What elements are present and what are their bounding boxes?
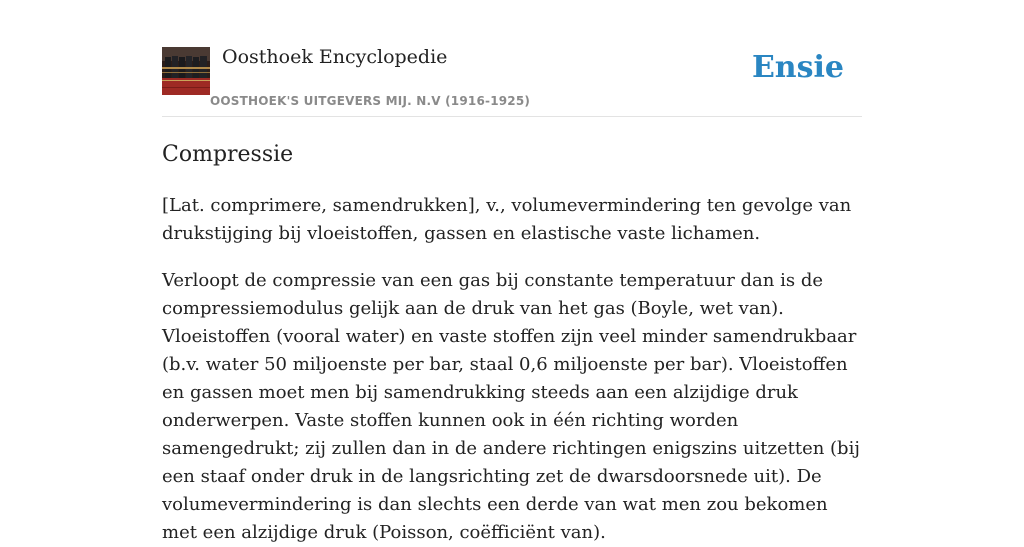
site-name[interactable]: Oosthoek Encyclopedie — [222, 46, 448, 68]
ensie-logo[interactable]: Ensie — [751, 50, 844, 85]
article-paragraph: Verloopt de compressie van een gas bij constante temperatuur dan is de compressiemodulus gelijk aan de druk van het gas (Boyle, wet van). Vloeistoffen (vooral water) en vaste stoffen zijn veel minder samendrukbaar (b.v. water 50 miljoenste per bar, staal 0,6 miljoenste per bar). Vloeistoffen en gassen moet men bij samendrukking steeds aan een alzijdige druk onderwerpen. Vaste stoffen kunnen ook in één richting worden samengedrukt; zij zullen dan in de andere richtingen enigszins uitzetten (bij een staaf onder druk in de langsrichting zet de dwarsdoorsnede uit). De volumevermindering is dan slechts een derde van wat men zou bekomen met een alzijdige druk (Poisson, coëfficiënt van). — [162, 270, 860, 543]
article-paragraph: [Lat. comprimere, samendrukken], v., volumevermindering ten gevolge van drukstijging bij vloeistoffen, gassen en elastische vaste lichamen. — [162, 195, 852, 244]
encyclopedia-books-icon[interactable] — [162, 47, 210, 95]
article-content — [162, 138, 862, 547]
publisher-label: OOSTHOEK'S UITGEVERS MIJ. N.V (1916-1925) — [210, 94, 531, 108]
article-title: Compressie — [162, 142, 294, 167]
site-header — [162, 40, 862, 117]
